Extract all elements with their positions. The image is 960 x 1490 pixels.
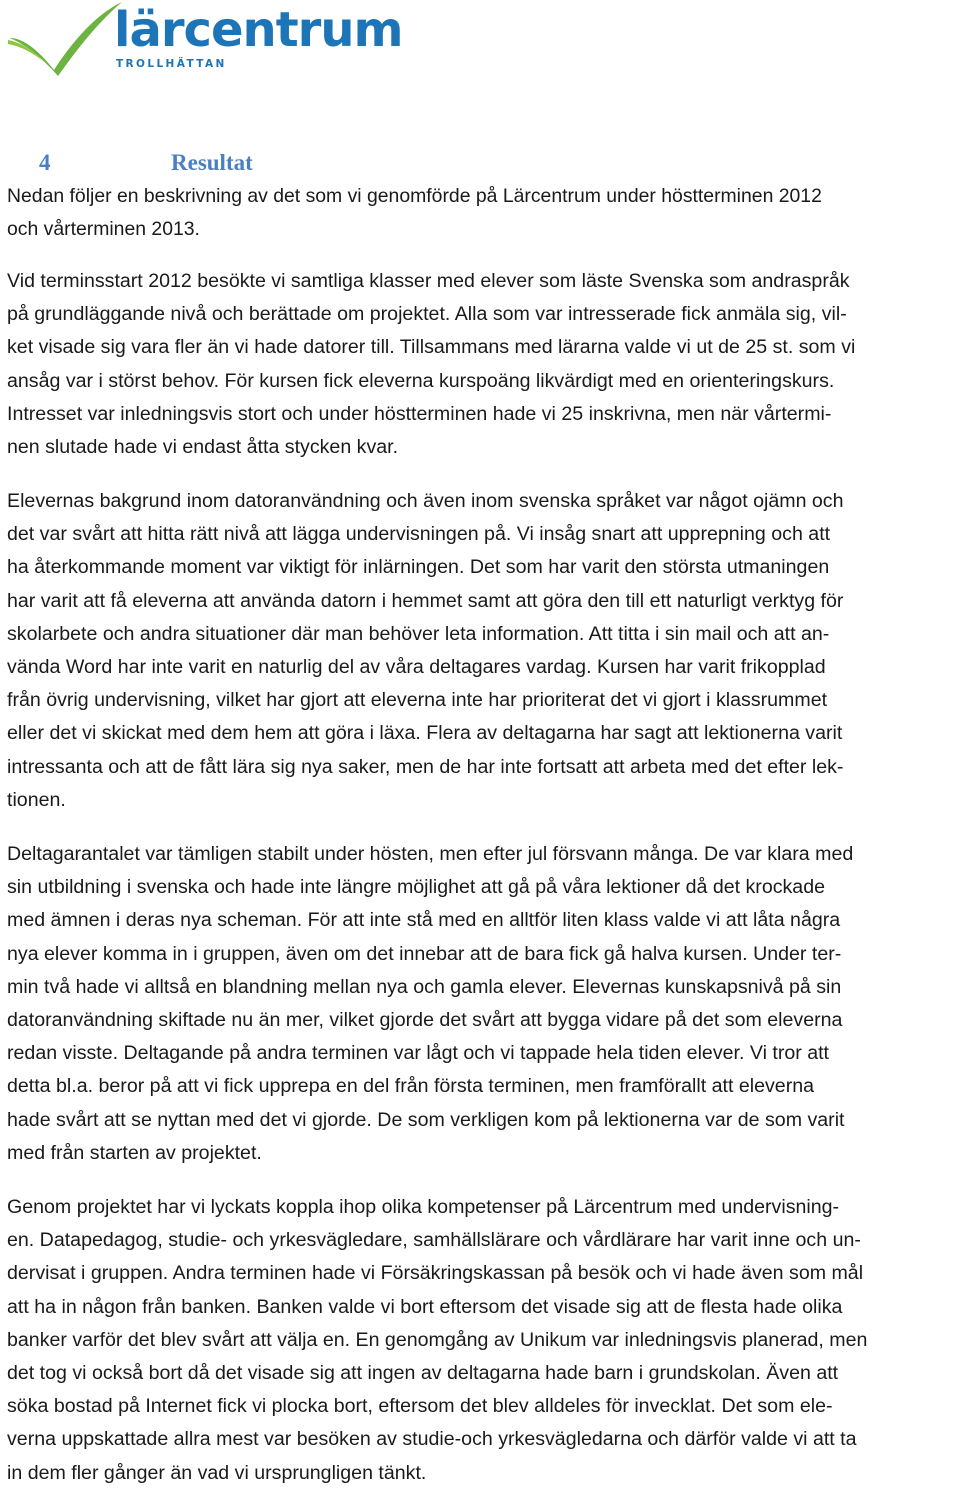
text-line: detta bl.a. beror på att vi fick upprepa en del från första terminen, men framförallt att eleverna (7, 1075, 815, 1098)
section-title: Resultat (171, 150, 253, 175)
text-line: hade svårt att se nyttan med det vi gjorde. De som verkligen kom på lektionerna var de som varit (7, 1108, 845, 1131)
text-line: ket visade sig vara fler än vi hade datorer till. Tillsammans med lärarna valde vi ut de 25 st. som vi (7, 336, 856, 359)
logo-wordmark: lärcentrum (114, 2, 403, 58)
text-line: att ha in någon från banken. Banken valde vi bort eftersom det visade sig att de flesta hade olika (7, 1295, 843, 1318)
text-line: det tog vi också bort då det visade sig att ingen av deltagarna hade barn i grundskolan. Även att (7, 1362, 839, 1385)
text-line: Intresset var inledningsvis stort och under höstterminen hade vi 25 inskrivna, men när vårtermi- (7, 402, 832, 425)
text-line: med ämnen i deras nya scheman. För att inte stå med en alltför liten klass valde vi att låta några (7, 909, 841, 932)
text-line: Nedan följer en beskrivning av det som vi genomförde på Lärcentrum under höstterminen 2012 (7, 185, 822, 207)
paragraph-competences (7, 1191, 960, 1490)
text-line: sin utbildning i svenska och hade inte längre möjlighet att gå på våra lektioner då det krockade (7, 876, 826, 899)
section-number: 4 (39, 150, 51, 175)
paragraph-term-start (7, 265, 960, 464)
text-line: Elevernas bakgrund inom datoranvändning och även inom svenska språket var något ojämn och (7, 490, 844, 512)
text-line: in dem fler gånger än vad vi ursprungligen tänkt. (7, 1461, 427, 1484)
text-line: banker varför det blev svårt att välja en. En genomgång av Unikum var inledningsvis planerad, men (7, 1328, 868, 1351)
text-line: tionen. (7, 788, 66, 811)
logo-location: TROLLHÄTTAN (116, 58, 227, 70)
text-line: Genom projektet har vi lyckats koppla ihop olika kompetenser på Lärcentrum med undervisning- (7, 1196, 840, 1218)
paragraph-participants (7, 838, 960, 1170)
text-line: på grundläggande nivå och berättade om projektet. Alla som var intresserade fick anmäla sig, vil- (7, 303, 847, 326)
text-line: en. Datapedagog, studie- och yrkesvägledare, samhällslärare och vårdlärare har varit inne och un- (7, 1229, 861, 1252)
text-line: Vid terminsstart 2012 besökte vi samtliga klasser med elever som läste Svenska som andraspråk (7, 270, 850, 292)
paragraph-intro (7, 180, 960, 246)
text-line: söka bostad på Internet fick vi plocka bort, eftersom det blev alldeles för invecklat. Det som ele- (7, 1395, 833, 1418)
text-line: Deltagarantalet var tämligen stabilt under hösten, men efter jul försvann många. De var klara med (7, 843, 854, 865)
text-line: det var svårt att hitta rätt nivå att lägga undervisningen på. Vi insåg snart att upprepning och att (7, 523, 831, 546)
paragraph-background (7, 485, 960, 817)
text-line: med från starten av projektet. (7, 1141, 262, 1164)
text-line: nen slutade hade vi endast åtta stycken kvar. (7, 436, 399, 459)
text-line: ansåg var i störst behov. För kursen fick eleverna kurspoäng likvärdigt med en orienteringskurs. (7, 369, 835, 392)
text-line: och vårterminen 2013. (7, 218, 200, 241)
text-line: min två hade vi alltså en blandning mellan nya och gamla elever. Elevernas kunskapsnivå på sin (7, 975, 842, 998)
text-line: verna uppskattade allra mest var besöken av studie-och yrkesvägledarna och därför valde vi att ta (7, 1428, 857, 1451)
text-line: skolarbete och andra situationer där man behöver leta information. Att titta i sin mail och att an- (7, 622, 830, 645)
text-line: eller det vi skickat med dem hem att göra i läxa. Flera av deltagarna har sagt att lektionerna varit (7, 722, 843, 745)
text-line: intressanta och att de fått lära sig nya saker, men de har inte fortsatt att arbeta med det efter lek- (7, 755, 844, 778)
text-line: har varit att få eleverna att använda datorn i hemmet samt att göra den till ett naturligt verktyg för (7, 589, 844, 612)
text-line: från övrig undervisning, vilket har gjort att eleverna inte har prioriterat det vi gjort i klassrummet (7, 689, 828, 712)
text-line: vända Word har inte varit en naturlig del av våra deltagares vardag. Kursen har varit frikopplad (7, 656, 826, 679)
text-line: datoranvändning skiftade nu än mer, vilket gjorde det svårt att bygga vidare på det som eleverna (7, 1009, 843, 1032)
lärcentrum-logo (4, 0, 403, 78)
text-line: redan visste. Deltagande på andra terminen var lågt och vi tappade hela tiden elever. Vi tror att (7, 1042, 829, 1065)
text-line: dervisat i gruppen. Andra terminen hade vi Försäkringskassan på besök och vi hade även som mål (7, 1262, 864, 1285)
text-line: nya elever komma in i gruppen, även om det innebar att de bara fick gå halva kursen. Under ter- (7, 942, 842, 965)
section-heading (39, 147, 253, 179)
text-line: ha återkommande moment var viktigt för inlärningen. Det som har varit den största utmaningen (7, 556, 830, 579)
swoosh-logo-icon (4, 0, 124, 78)
